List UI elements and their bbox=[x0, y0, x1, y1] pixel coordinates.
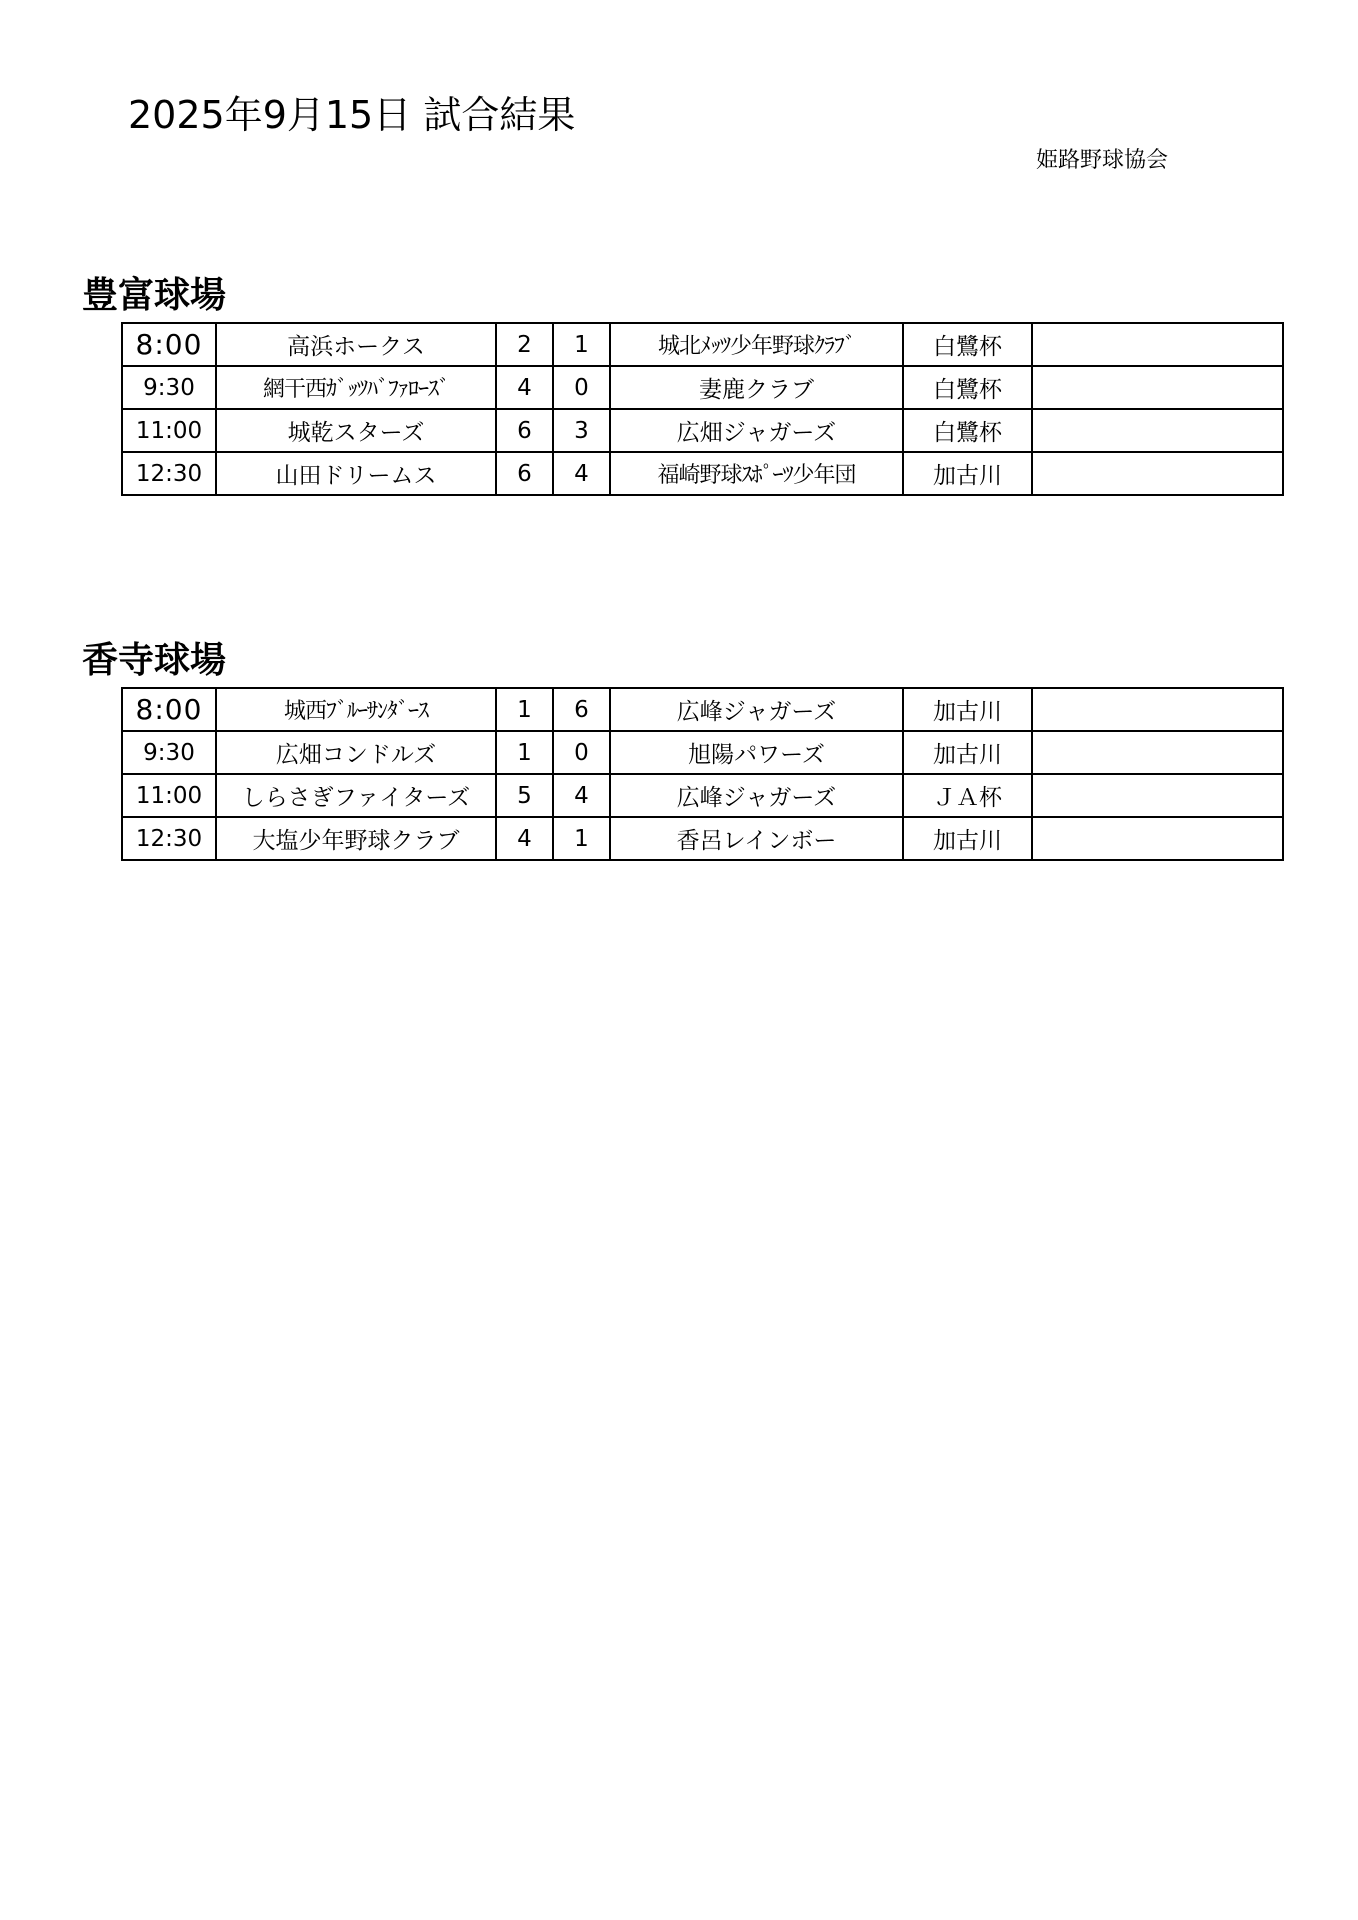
home-score: 5 bbox=[496, 774, 553, 817]
away-score: 4 bbox=[553, 774, 610, 817]
home-team: 城西ﾌﾞﾙｰｻﾝﾀﾞｰｽ bbox=[216, 688, 496, 731]
cup-name: ＪＡ杯 bbox=[903, 774, 1032, 817]
note-cell bbox=[1032, 688, 1283, 731]
game-time: 12:30 bbox=[122, 817, 216, 860]
page-title: 2025年9月15日 試合結果 bbox=[128, 93, 576, 137]
away-team: 広畑ジャガーズ bbox=[610, 409, 903, 452]
cup-name: 加古川 bbox=[903, 817, 1032, 860]
results-table-koudera bbox=[121, 687, 1284, 861]
note-cell bbox=[1032, 731, 1283, 774]
home-score: 6 bbox=[496, 409, 553, 452]
away-team: 旭陽パワーズ bbox=[610, 731, 903, 774]
table-row bbox=[122, 409, 1283, 452]
results-table-toyotomi bbox=[121, 322, 1284, 496]
home-score: 1 bbox=[496, 688, 553, 731]
game-time: 11:00 bbox=[122, 774, 216, 817]
note-cell bbox=[1032, 409, 1283, 452]
away-team: 香呂レインボー bbox=[610, 817, 903, 860]
away-team: 広峰ジャガーズ bbox=[610, 688, 903, 731]
game-time: 8:00 bbox=[122, 688, 216, 731]
home-team: 高浜ホークス bbox=[216, 323, 496, 366]
away-team: 広峰ジャガーズ bbox=[610, 774, 903, 817]
home-team: 山田ドリームス bbox=[216, 452, 496, 495]
away-score: 4 bbox=[553, 452, 610, 495]
cup-name: 白鷺杯 bbox=[903, 323, 1032, 366]
away-team: 城北ﾒｯﾂ少年野球ｸﾗﾌﾞ bbox=[610, 323, 903, 366]
game-time: 8:00 bbox=[122, 323, 216, 366]
away-score: 1 bbox=[553, 323, 610, 366]
away-team: 妻鹿クラブ bbox=[610, 366, 903, 409]
note-cell bbox=[1032, 323, 1283, 366]
table-row bbox=[122, 731, 1283, 774]
note-cell bbox=[1032, 366, 1283, 409]
note-cell bbox=[1032, 817, 1283, 860]
game-time: 9:30 bbox=[122, 731, 216, 774]
venue-heading-toyotomi: 豊富球場 bbox=[82, 275, 227, 316]
game-time: 11:00 bbox=[122, 409, 216, 452]
cup-name: 白鷺杯 bbox=[903, 409, 1032, 452]
home-team: 大塩少年野球クラブ bbox=[216, 817, 496, 860]
note-cell bbox=[1032, 452, 1283, 495]
table-row bbox=[122, 452, 1283, 495]
table-row bbox=[122, 323, 1283, 366]
table-row bbox=[122, 774, 1283, 817]
away-team: 福崎野球ｽﾎﾟｰﾂ少年団 bbox=[610, 452, 903, 495]
table-row bbox=[122, 817, 1283, 860]
table-row bbox=[122, 688, 1283, 731]
venue-heading-koudera: 香寺球場 bbox=[82, 640, 227, 681]
home-team: しらさぎファイターズ bbox=[216, 774, 496, 817]
table-row bbox=[122, 366, 1283, 409]
note-cell bbox=[1032, 774, 1283, 817]
game-time: 9:30 bbox=[122, 366, 216, 409]
away-score: 6 bbox=[553, 688, 610, 731]
home-score: 4 bbox=[496, 817, 553, 860]
home-team: 網干西ｶﾞｯﾂﾊﾞﾌｧﾛｰｽﾞ bbox=[216, 366, 496, 409]
away-score: 0 bbox=[553, 731, 610, 774]
cup-name: 加古川 bbox=[903, 731, 1032, 774]
home-score: 2 bbox=[496, 323, 553, 366]
home-score: 6 bbox=[496, 452, 553, 495]
cup-name: 白鷺杯 bbox=[903, 366, 1032, 409]
away-score: 0 bbox=[553, 366, 610, 409]
cup-name: 加古川 bbox=[903, 688, 1032, 731]
game-time: 12:30 bbox=[122, 452, 216, 495]
organization-name: 姫路野球協会 bbox=[1036, 148, 1169, 173]
home-team: 城乾スターズ bbox=[216, 409, 496, 452]
away-score: 1 bbox=[553, 817, 610, 860]
cup-name: 加古川 bbox=[903, 452, 1032, 495]
away-score: 3 bbox=[553, 409, 610, 452]
home-score: 1 bbox=[496, 731, 553, 774]
home-score: 4 bbox=[496, 366, 553, 409]
home-team: 広畑コンドルズ bbox=[216, 731, 496, 774]
